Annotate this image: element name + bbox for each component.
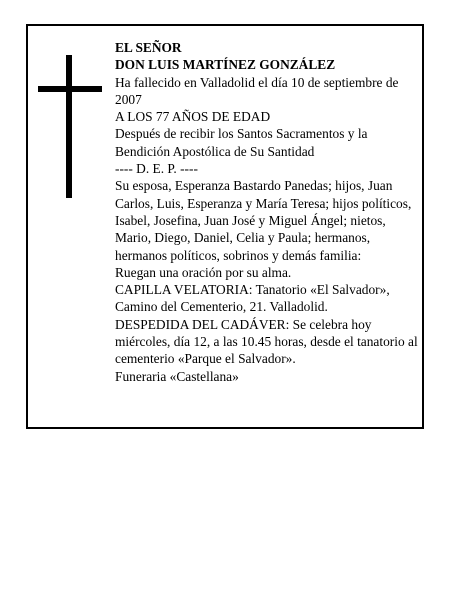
title-line: EL SEÑOR xyxy=(115,40,182,55)
rip-line: ---- D. E. P. ---- xyxy=(115,161,198,177)
obituary-notice xyxy=(26,24,424,429)
cross-horizontal-bar xyxy=(38,86,102,92)
prayer-line: Ruegan una oración por su alma. xyxy=(115,264,292,280)
funeral-home: Funeraria «Castellana» xyxy=(115,368,239,384)
age-line: A LOS 77 AÑOS DE EDAD xyxy=(115,109,271,125)
family-list: Su esposa, Esperanza Bastardo Panedas; hijos, Juan Carlos, Luis, Esperanza y María Teresa; hijos políticos, Isabel, Josefina, Juan José y Miguel Ángel; nietos, Mario, Diego, Daniel, Celia y Paula; hermanos, hermanos políticos, sobrinos y demás familia: xyxy=(115,178,412,263)
obituary-text xyxy=(115,39,421,385)
deceased-name: DON LUIS MARTÍNEZ GONZÁLEZ xyxy=(115,57,336,73)
latin-cross-icon xyxy=(38,55,102,198)
cross-vertical-bar xyxy=(66,55,72,198)
farewell-info: DESPEDIDA DEL CADÁVER: Se celebra hoy miércoles, día 12, a las 10.45 horas, desde el tanatorio al cementerio «Parque el Salvador». xyxy=(115,316,418,367)
sacraments-line: Después de recibir los Santos Sacramentos y la Bendición Apostólica de Su Santidad xyxy=(115,126,368,159)
wake-info: CAPILLA VELATORIA: Tanatorio «El Salvador», Camino del Cementerio, 21. Valladolid. xyxy=(115,282,390,315)
death-notice: Ha fallecido en Valladolid el día 10 de septiembre de 2007 xyxy=(115,74,399,107)
